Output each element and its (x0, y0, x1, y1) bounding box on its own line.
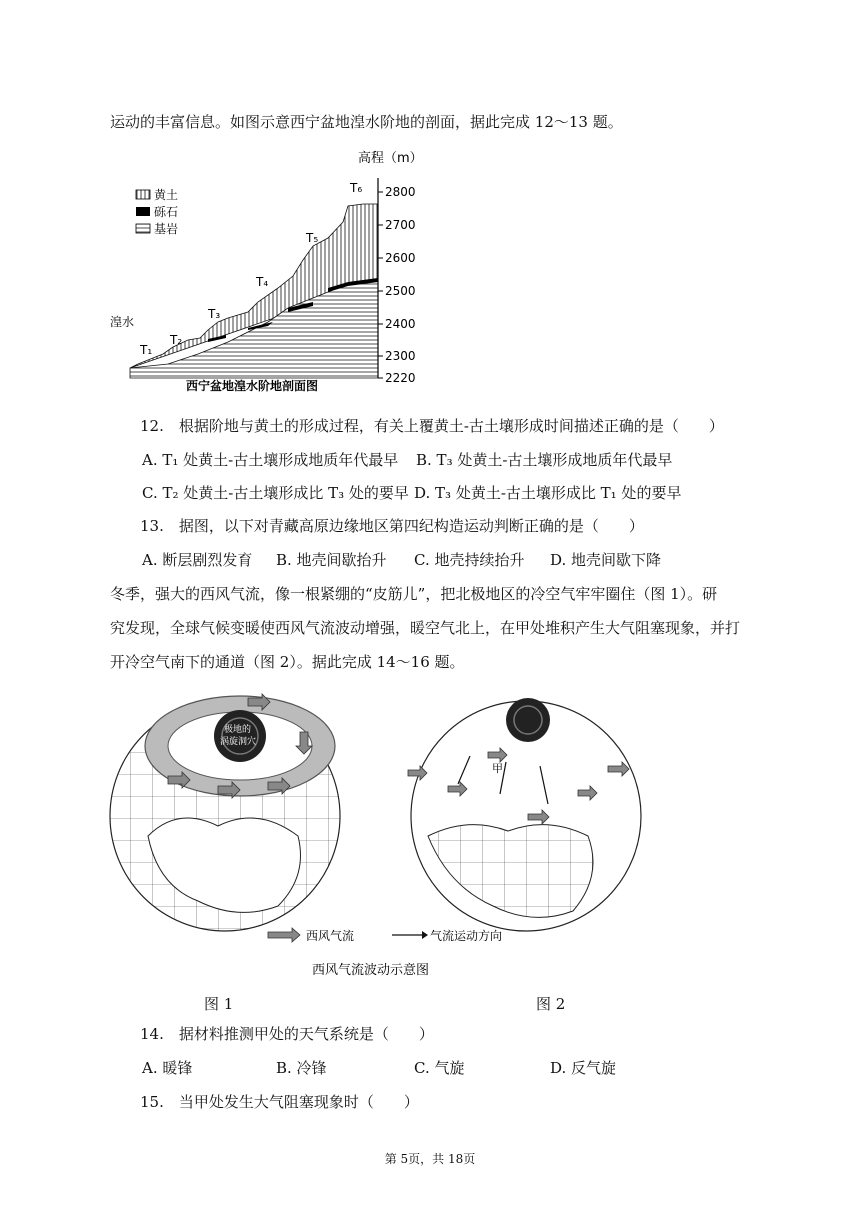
page-footer: 第 5页，共 18页 (384, 1152, 476, 1166)
figure-1-label: 图 1 (204, 995, 234, 1013)
profile-legend (136, 187, 178, 236)
legend-flow: 气流运动方向 (430, 929, 503, 943)
jia-label: 甲 (492, 762, 503, 775)
tick-label: 2300 (385, 349, 416, 363)
figure-2-label: 图 2 (536, 995, 566, 1013)
q14-option-c[interactable]: C. 气旋 (414, 1059, 465, 1077)
q15-stem: 15. 当甲处发生大气阻塞现象时（ ） (140, 1093, 419, 1111)
passage-line: 究发现，全球气候变暖使西风气流波动增强，暖空气北上，在甲处堆积产生大气阻塞现象，并打 (110, 619, 741, 637)
globe-2 (408, 698, 641, 931)
terrace-label: T₁ (140, 343, 153, 357)
q13-option-a[interactable]: A. 断层剧烈发育 (142, 551, 253, 569)
axis-title: 高程（m） (358, 151, 423, 166)
q14-option-a[interactable]: A. 暖锋 (142, 1059, 193, 1077)
q13-option-b[interactable]: B. 地壳间歇抬升 (276, 551, 387, 569)
westerly-wave-figure (108, 686, 648, 986)
q14-option-b[interactable]: B. 冷锋 (276, 1059, 327, 1077)
q14-stem: 14. 据材料推测甲处的天气系统是（ ） (140, 1025, 434, 1043)
globes-legend (268, 928, 502, 978)
q12-option-b[interactable]: B. T₃ 处黄土-古土壤形成地质年代最早 (416, 451, 673, 469)
terrace-label: T₃ (208, 307, 221, 321)
tick-label: 2220 (385, 371, 416, 385)
legend-gravel: 砾石 (154, 205, 179, 219)
terrace-label: T₆ (350, 181, 363, 195)
tick-label: 2400 (385, 317, 416, 331)
q13-option-d[interactable]: D. 地壳间歇下降 (550, 551, 662, 569)
globe-1 (110, 694, 340, 931)
q13-stem: 13. 据图，以下对青藏高原边缘地区第四纪构造运动判断正确的是（ ） (140, 517, 644, 535)
q12-option-c[interactable]: C. T₂ 处黄土-古土壤形成比 T₃ 处的要早 (142, 484, 409, 502)
river-label: 湟水 (110, 315, 135, 329)
q14-option-d[interactable]: D. 反气旋 (550, 1059, 617, 1077)
passage-line: 开冷空气南下的通道（图 2）。据此完成 14～16 题。 (110, 653, 465, 671)
legend-westerly: 西风气流 (306, 929, 355, 943)
terrace-label: T₅ (306, 231, 319, 245)
tick-label: 2500 (385, 284, 416, 298)
vortex-label: 极地的 (224, 725, 252, 735)
q12-option-a[interactable]: A. T₁ 处黄土-古土壤形成地质年代最早 (142, 451, 399, 469)
axis-ticks (378, 185, 416, 385)
tick-label: 2600 (385, 251, 416, 265)
q13-option-c[interactable]: C. 地壳持续抬升 (414, 551, 525, 569)
legend-bedrock: 基岩 (154, 222, 179, 236)
tick-label: 2800 (385, 185, 416, 199)
legend-loess: 黄土 (154, 188, 179, 202)
terrace-label: T₂ (170, 333, 183, 347)
intro-text: 运动的丰富信息。如图示意西宁盆地湟水阶地的剖面，据此完成 12～13 题。 (110, 113, 623, 131)
vortex-label: 涡旋洞穴 (220, 737, 257, 747)
tick-label: 2700 (385, 218, 416, 232)
q12-stem: 12. 根据阶地与黄土的形成过程，有关上覆黄土-古土壤形成时间描述正确的是（ ） (140, 417, 724, 435)
terrace-label: T₄ (256, 275, 269, 289)
passage-line: 冬季，强大的西风气流，像一根紧绷的“皮筋儿”，把北极地区的冷空气牢牢圈住（图 1）。研 (110, 585, 718, 603)
profile-caption: 西宁盆地湟水阶地剖面图 (186, 379, 319, 392)
terrace-profile-figure (108, 142, 426, 392)
bedrock-layer (130, 280, 378, 378)
globes-caption: 西风气流波动示意图 (312, 963, 430, 978)
q12-option-d[interactable]: D. T₃ 处黄土-古土壤形成比 T₁ 处的要早 (414, 484, 682, 502)
polar-vortex-2 (506, 698, 550, 742)
